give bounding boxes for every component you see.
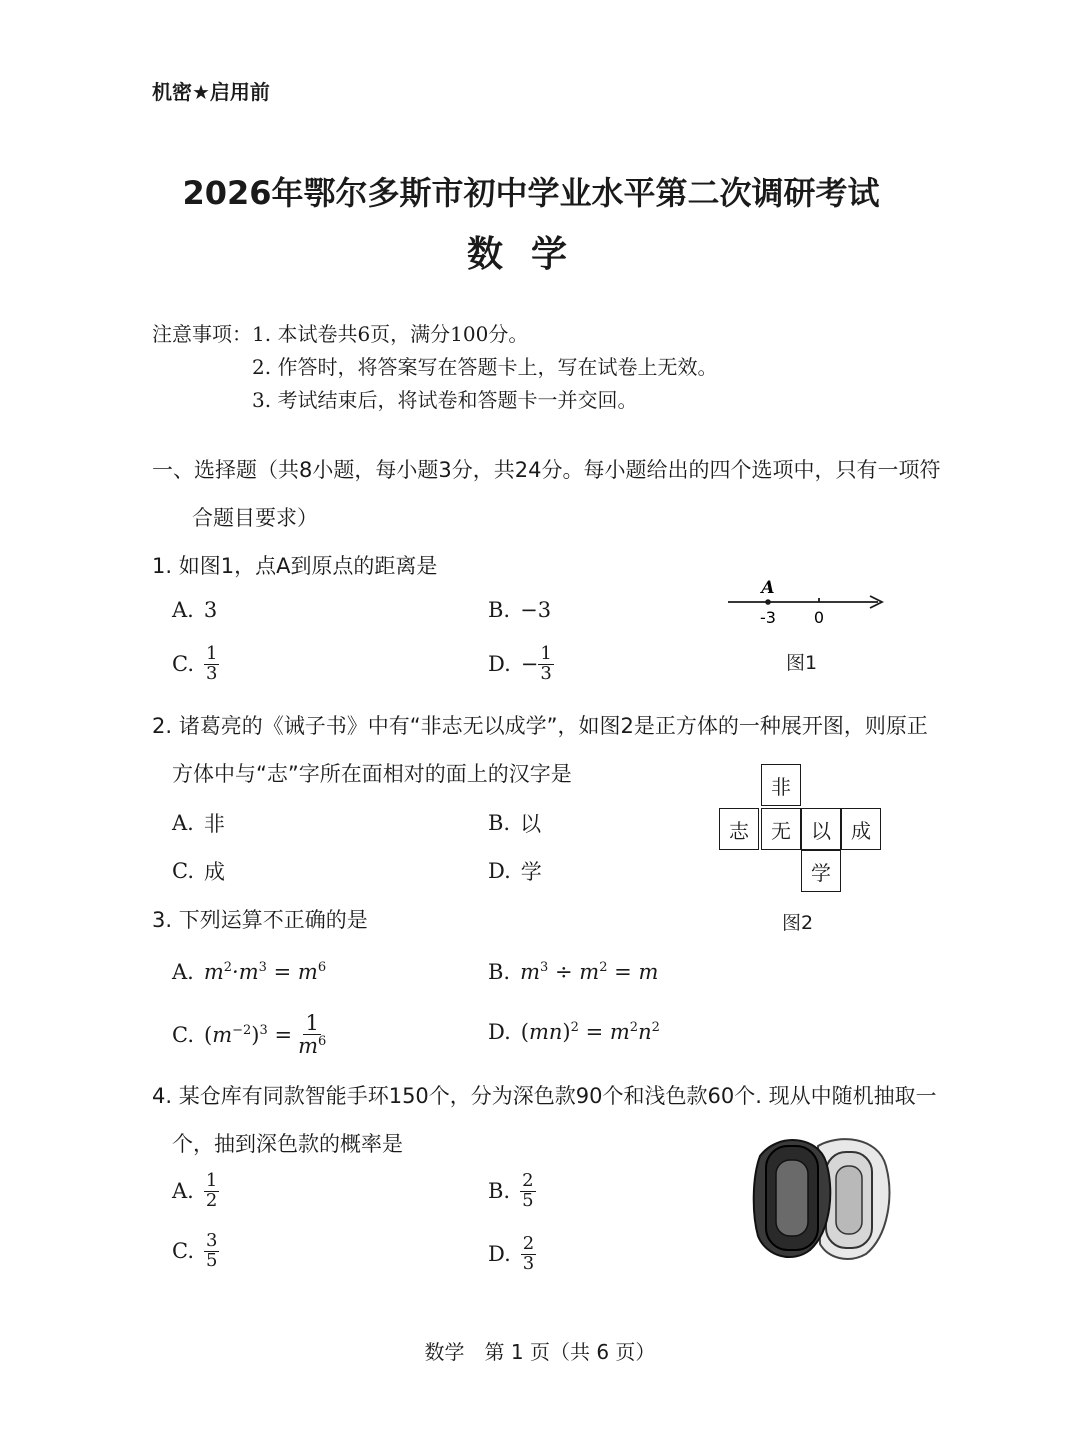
option-label: C. — [172, 1022, 194, 1047]
option-value: 学 — [520, 860, 542, 884]
figure-1-number-line — [720, 574, 900, 630]
question-4-stem-cont: 个，抽到深色款的概率是 — [172, 1132, 403, 1156]
q3-option-a[interactable] — [172, 960, 326, 984]
option-label: A. — [172, 598, 194, 622]
point-a-dot — [765, 599, 771, 605]
q3-option-c[interactable] — [172, 1012, 328, 1057]
exam-title: 2026年鄂尔多斯市初中学业水平第二次调研考试 — [182, 174, 880, 212]
q3-option-b[interactable] — [488, 960, 658, 984]
net-face: 学 — [801, 850, 841, 892]
option-label: D. — [488, 1242, 511, 1267]
option-value: −3 — [520, 598, 552, 622]
question-2-stem: 2. 诸葛亮的《诫子书》中有“非志无以成学”，如图2是正方体的一种展开图，则原正 — [152, 714, 928, 738]
option-label: C. — [172, 652, 194, 677]
q2-option-d[interactable] — [488, 856, 542, 886]
option-label: A. — [172, 811, 194, 835]
figure-2-caption: 图2 — [782, 912, 814, 934]
fraction: $\frac{1}{m^6}$ — [298, 1011, 327, 1059]
subject-title: 数学 — [466, 234, 595, 275]
fraction: $\frac{1}{2}$ — [205, 1170, 218, 1211]
figure-2-cube-net — [719, 764, 883, 894]
math-expression: $(mn)^2 = m^2n^2$ — [520, 1020, 660, 1044]
option-value: 非 — [203, 812, 225, 836]
q4-option-c[interactable] — [172, 1232, 219, 1271]
q3-option-d[interactable] — [488, 1020, 660, 1044]
figure-1-caption: 图1 — [786, 652, 818, 674]
option-label: D. — [488, 859, 511, 883]
q1-option-b[interactable] — [488, 598, 551, 622]
fraction: $\frac{1}{3}$ — [206, 643, 218, 684]
net-face: 志 — [719, 808, 759, 850]
net-face: 以 — [801, 808, 841, 850]
fraction: $\frac{1}{3}$ — [540, 643, 552, 684]
fraction: $\frac{2}{5}$ — [522, 1170, 534, 1211]
q1-option-d[interactable] — [488, 645, 554, 684]
fraction: $\frac{2}{3}$ — [522, 1233, 535, 1274]
notice-label: 注意事项： — [152, 322, 252, 346]
question-2-stem-cont: 方体中与“志”字所在面相对的面上的汉字是 — [172, 762, 572, 786]
notice-item: 3. 考试结束后，将试卷和答题卡一并交回。 — [252, 388, 638, 412]
light-band-screen — [836, 1166, 862, 1234]
net-face: 非 — [761, 764, 801, 806]
dark-band-screen — [776, 1160, 808, 1236]
net-face: 成 — [841, 808, 881, 850]
q4-option-b[interactable] — [488, 1172, 536, 1211]
notice-item: 1. 本试卷共6页，满分100分。 — [252, 322, 529, 346]
notice-item: 2. 作答时，将答案写在答题卡上，写在试卷上无效。 — [252, 355, 718, 379]
option-label: C. — [172, 1239, 194, 1264]
math-expression: $(m^{-2})^3$ = — [204, 1022, 293, 1047]
q4-option-d[interactable] — [488, 1235, 536, 1274]
q2-option-c[interactable] — [172, 856, 225, 886]
option-label: B. — [488, 960, 511, 984]
option-label: A. — [172, 1179, 194, 1204]
smart-band-illustration — [748, 1126, 898, 1264]
point-a-label: A — [761, 578, 775, 598]
option-label: B. — [488, 598, 511, 622]
option-label: B. — [488, 811, 511, 835]
option-label: D. — [488, 1020, 511, 1044]
option-label: C. — [172, 859, 194, 883]
option-value: 以 — [520, 812, 542, 836]
confidential-label: 机密★启用前 — [152, 80, 270, 104]
q2-option-b[interactable] — [488, 808, 541, 838]
net-face: 无 — [761, 808, 801, 850]
page-footer: 数学 第 1 页（共 6 页） — [424, 1340, 656, 1364]
option-value: 成 — [204, 860, 225, 884]
option-value: 3 — [203, 598, 218, 622]
q4-option-a[interactable] — [172, 1172, 219, 1211]
question-3-stem: 3. 下列运算不正确的是 — [152, 908, 368, 932]
question-1-stem: 1. 如图1，点A到原点的距离是 — [152, 554, 438, 578]
fraction: $\frac{3}{5}$ — [206, 1230, 218, 1271]
question-4-stem: 4. 某仓库有同款智能手环150个，分为深色款90个和浅色款60个. 现从中随机抽取一 — [152, 1084, 937, 1108]
option-label: A. — [172, 960, 194, 984]
q1-option-a[interactable] — [172, 598, 217, 622]
q2-option-a[interactable] — [172, 808, 225, 838]
tick-label: -3 — [760, 608, 776, 627]
tick-label: 0 — [813, 608, 825, 627]
minus-sign: − — [520, 652, 539, 677]
option-label: D. — [488, 652, 511, 677]
section-heading-cont: 合题目要求） — [192, 506, 318, 530]
math-expression: $m^2\cdot m^3 = m^6$ — [203, 960, 327, 984]
math-expression: $m^3 \div m^2 = m$ — [520, 960, 659, 984]
option-label: B. — [488, 1179, 511, 1204]
q1-option-c[interactable] — [172, 645, 219, 684]
section-heading: 一、选择题（共8小题，每小题3分，共24分。每小题给出的四个选项中，只有一项符 — [152, 458, 941, 482]
